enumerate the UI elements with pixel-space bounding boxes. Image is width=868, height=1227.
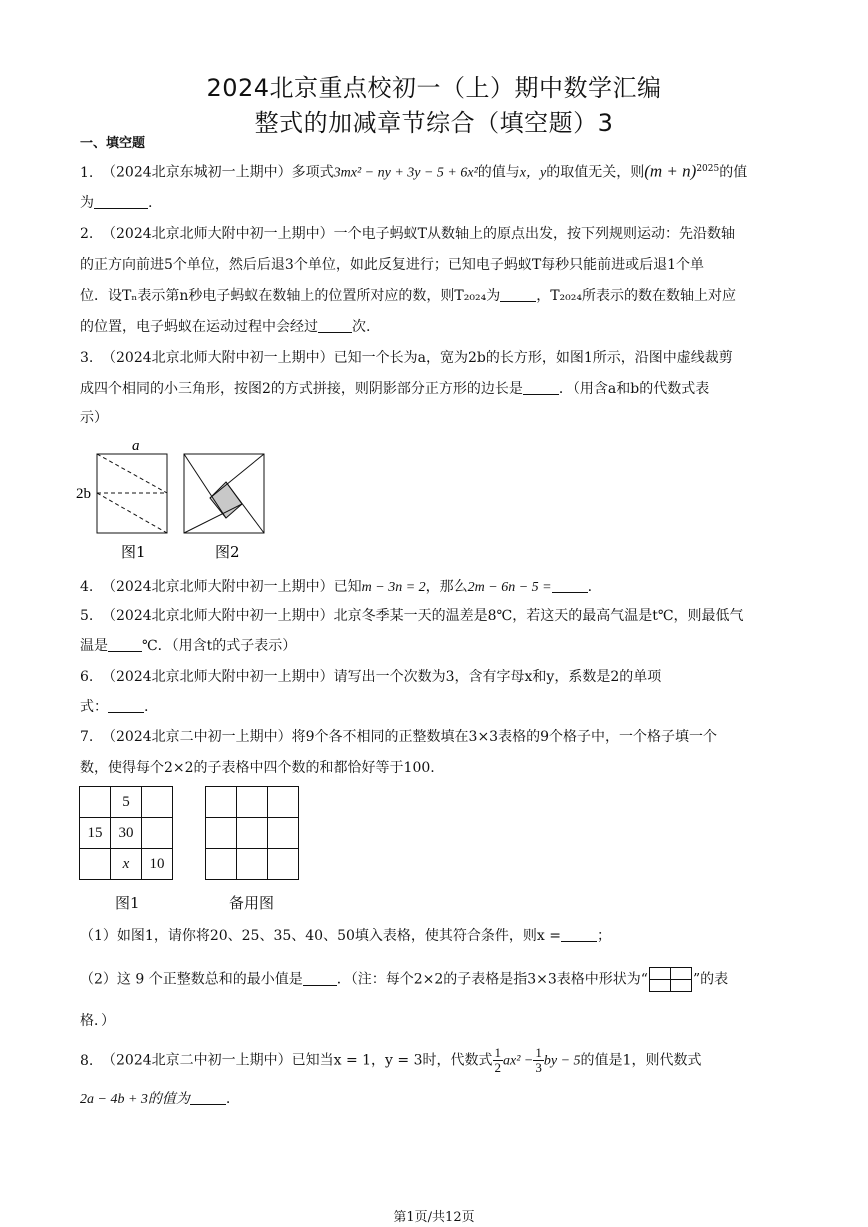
grid-cell [80,787,111,818]
question-text: . [148,195,153,211]
question-text: . [144,699,149,715]
question-4 [80,577,592,598]
grid-cell [268,787,299,818]
question-7-line-1 [80,727,717,747]
answer-blank[interactable] [108,637,142,652]
question-number: 8. [80,1052,94,1069]
answer-blank[interactable] [94,194,148,209]
question-8-line-1 [80,1046,701,1075]
question-text: （2024北京二中初一上期中）已知当x = 1，y = 3时，代数式 [102,1052,493,1069]
question-number: 7. [80,729,94,745]
figure-label-2b: 2b [76,486,91,502]
question-6-line-1 [80,667,661,687]
figure-2-line [184,454,226,518]
answer-blank[interactable] [108,698,144,713]
figure-1-dashed-line [97,454,167,493]
answer-blank[interactable] [303,971,337,986]
math-variables: x，y [519,165,547,181]
question-5-line-2 [80,636,296,656]
question-text: （2）这 9 个正整数总和的最小值是 [80,971,303,988]
question-3-line-1 [80,348,733,368]
question-source: （2024北京东城初一上期中）多项式 [102,164,334,181]
spare-grid [205,786,299,880]
question-8-line-2 [80,1089,230,1110]
question-text: 的值 [719,164,748,181]
question-2-line-3 [80,286,736,306]
question-7-sub-2-line-2: 格．） [80,1013,115,1029]
grid-cell [237,787,268,818]
fraction-one-half: $\frac{1}{2}$ [494,1045,502,1075]
question-text: ．（注：每个2×2的子表格是指3×3表格中形状为“ [336,971,648,988]
page-subtitle: 整式的加减章节综合（填空题）3 [254,109,614,137]
grid-cell: 10 [142,849,173,880]
question-text: ℃．（用含t的式子表示） [142,638,297,654]
page-footer: 第1页/共12页 [393,1210,475,1225]
figure-2-line [210,454,264,498]
question-number: 5. [80,608,94,624]
question-number: 6. [80,669,94,685]
question-text: ，那么 [425,579,468,595]
question-text: ，T₂₀₂₄所表示的数在数轴上对应 [536,288,736,304]
question-text: . [225,1091,231,1107]
question-6-line-2 [80,697,148,717]
question-7-sub-2 [80,967,728,992]
question-text: （1）如图1，请你将20、25、35、40、50填入表格，使其符合条件，则x = [80,928,561,944]
question-text: （2024北京二中初一上期中）将9个各不相同的正整数填在3×3表格的9个格子中，一个格子填一个 [102,729,717,745]
grid-cell [142,787,173,818]
grid-cell [206,818,237,849]
question-text: （2024北京北师大附中初一上期中）北京冬季某一天的温差是8℃，若这天的最高气温是t℃，则最低气 [102,608,744,624]
fraction-one-third: $\frac{1}{3}$ [535,1045,542,1075]
question-7-sub-1 [80,926,611,946]
grid-cell: x [111,849,142,880]
figure-2-line [184,504,242,533]
answer-blank[interactable] [190,1090,226,1105]
page-title: 2024北京重点校初一（上）期中数学汇编 [206,74,662,102]
question-text: ”的表 [692,971,729,988]
grid-cell [237,818,268,849]
question-text: 的值与 [477,164,520,181]
question-text: （2024北京北师大附中初一上期中）已知一个长为a，宽为2b的长方形，如图1所示，沿图中虚线裁剪 [102,350,733,366]
math-expression: ax² − [503,1053,534,1069]
answer-blank[interactable] [500,287,536,302]
question-text: 次. [352,319,371,335]
question-3-line-2 [80,379,709,399]
grid-cell [206,787,237,818]
figure-1-dashed-line [97,493,167,533]
figure-1-grid [79,786,173,880]
question-5-line-1 [80,606,743,626]
figure-1-caption: 图1 [115,894,140,912]
math-expression: 3mx² − ny + 3y − 5 + 6x² [333,165,478,181]
grid-cell: 5 [111,787,142,818]
question-number: 3. [80,350,94,366]
spare-grid-caption: 备用图 [229,894,275,912]
question-text: 的取值无关，则 [546,164,645,181]
math-power-base: (m + n) [644,161,697,181]
question-text: . [587,579,593,595]
figure-1-caption: 图1 [121,543,146,561]
math-power-exponent: 2025 [696,164,720,174]
grid-cell [237,849,268,880]
grid-cell [142,818,173,849]
question-number: 1. [80,164,94,181]
two-by-two-shape-icon [649,967,692,992]
question-text: （2024北京北师大附中初一上期中）请写出一个次数为3，含有字母x和y，系数是2的单项 [102,669,662,685]
answer-blank[interactable] [552,578,588,593]
answer-blank[interactable] [318,318,352,333]
rectangle-cut-figures [76,436,276,566]
question-text: 温是 [80,638,108,654]
math-expression: by − 5 [543,1053,581,1069]
question-text: 2a − 4b + 3的值为 [80,1092,190,1107]
question-number: 2. [80,226,94,242]
question-3-line-3: 示） [80,410,108,426]
figure-2-caption: 图2 [215,543,240,561]
math-expression: m − 3n = 2 [361,580,426,595]
grid-cell [268,849,299,880]
question-text: 式： [80,699,108,715]
question-text: ； [596,928,611,944]
question-1-line-1 [80,159,747,184]
question-text: 成四个相同的小三角形，按图2的方式拼接，则阴影部分正方形的边长是 [80,381,523,397]
figure-2-shaded-square [210,482,242,518]
math-expression: 2m − 6n − 5 = [467,580,552,595]
question-text: 的值是1，则代数式 [580,1052,702,1069]
grid-cell [268,818,299,849]
figure-label-a: a [132,438,140,454]
question-number: 4. [80,579,94,595]
question-2-line-4 [80,317,370,337]
grid-cell [80,849,111,880]
section-heading: 一、填空题 [80,136,146,151]
answer-blank[interactable] [523,380,559,395]
grid-cell: 30 [111,818,142,849]
question-text: ．（用含a和b的代数式表 [558,381,710,397]
answer-blank[interactable] [561,927,597,942]
question-text: （2024北京北师大附中初一上期中）已知 [102,579,362,595]
grid-cell [206,849,237,880]
question-1-line-2 [80,193,152,213]
question-text: （2024北京北师大附中初一上期中）一个电子蚂蚁T从数轴上的原点出发，按下列规则运动：先沿数轴 [102,226,735,242]
grid-cell: 15 [80,818,111,849]
question-text: 的位置，电子蚂蚁在运动过程中会经过 [80,319,318,335]
question-2-line-1 [80,224,735,244]
question-2-line-2: 的正方向前进5个单位，然后后退3个单位，如此反复进行；已知电子蚂蚁T每秒只能前进或后退1个单 [80,257,705,273]
question-7-line-2: 数，使得每个2×2的子表格中四个数的和都恰好等于100. [80,760,435,776]
question-text: 为 [80,195,94,211]
question-text: 位．设Tₙ表示第n秒电子蚂蚁在数轴上的位置所对应的数，则T₂₀₂₄为 [80,288,501,304]
